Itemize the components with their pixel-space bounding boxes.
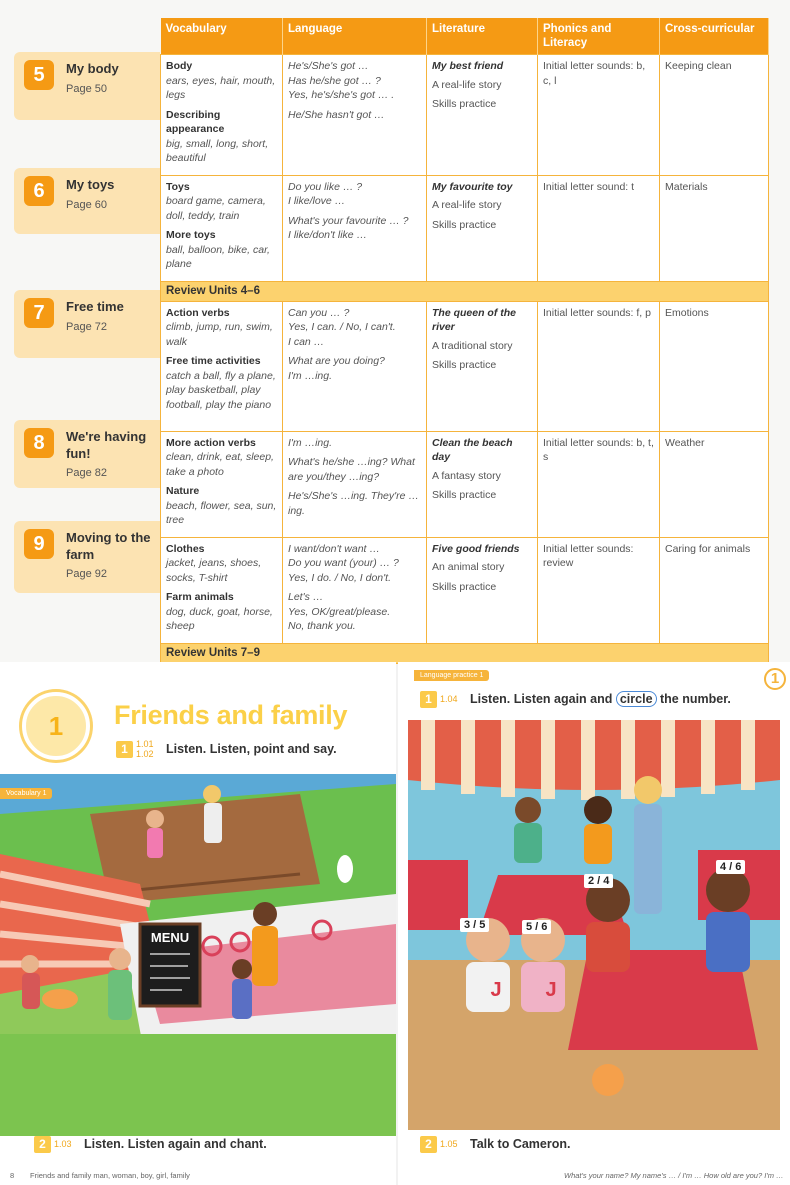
unit-row-8 bbox=[161, 431, 769, 537]
activity-number: 2 bbox=[420, 1136, 437, 1153]
phonics-cell: Initial letter sounds: review bbox=[538, 537, 660, 643]
vocab-cell bbox=[161, 431, 283, 537]
cross-curricular-cell: Caring for animals bbox=[660, 537, 769, 643]
activity-2 bbox=[420, 1134, 570, 1154]
skills-practice: Skills practice bbox=[432, 218, 497, 231]
unit-title: We're having fun! bbox=[66, 429, 147, 461]
activity-number: 1 bbox=[420, 691, 437, 708]
unit-tab-6[interactable] bbox=[14, 168, 160, 234]
literature-type: A real-life story bbox=[432, 78, 502, 91]
language-cell bbox=[283, 537, 427, 643]
language-line: What are you doing? bbox=[288, 355, 385, 367]
language-line: Yes, I do. / No, I don't. bbox=[288, 571, 391, 584]
unit-title: My body bbox=[66, 61, 119, 76]
vocab-items: beach, flower, sea, sun, tree bbox=[166, 499, 277, 526]
phonics-cell: Initial letter sound: t bbox=[538, 175, 660, 281]
vocab-items: jacket, jeans, shoes, socks, T-shirt bbox=[166, 557, 262, 584]
unit-number: 8 bbox=[24, 428, 54, 458]
language-line: I'm …ing. bbox=[288, 369, 333, 382]
unit-tab-5[interactable] bbox=[14, 52, 160, 120]
unit-row-9 bbox=[161, 537, 769, 643]
literature-cell bbox=[427, 175, 538, 281]
boat-scene-illustration bbox=[0, 774, 396, 1136]
language-cell bbox=[283, 55, 427, 176]
language-line: Has he/she got … ? bbox=[288, 74, 381, 87]
number-choice-label[interactable]: 4 / 6 bbox=[716, 860, 745, 874]
footer-text: What's your name? My name's … / I'm … How old are you? I'm … bbox=[564, 1171, 784, 1180]
language-line: Let's … bbox=[288, 591, 324, 603]
skills-practice: Skills practice bbox=[432, 359, 497, 371]
vocab-items: ears, eyes, hair, mouth, legs bbox=[166, 74, 276, 101]
literature-cell bbox=[427, 431, 538, 537]
unit-page: Page 72 bbox=[66, 321, 107, 333]
language-line: I'm …ing. bbox=[288, 436, 333, 449]
review-units-4-6: Review Units 4–6 bbox=[161, 281, 769, 301]
activity-number: 2 bbox=[34, 1136, 51, 1153]
unit-number: 5 bbox=[24, 60, 54, 90]
unit-row-7 bbox=[161, 301, 769, 431]
language-cell bbox=[283, 431, 427, 537]
section-tab: Language practice 1 bbox=[414, 670, 489, 681]
cross-curricular-cell: Keeping clean bbox=[660, 55, 769, 176]
footer-text: Friends and family man, woman, boy, girl, family bbox=[30, 1171, 190, 1180]
vocab-cell bbox=[161, 175, 283, 281]
right-page bbox=[398, 662, 790, 1185]
chapter-number: 1 bbox=[48, 711, 64, 741]
literature-type: A real-life story bbox=[432, 199, 502, 211]
language-line: Yes, he's/she's got … . bbox=[288, 89, 395, 101]
vocab-heading: Toys bbox=[166, 180, 190, 193]
unit-number: 7 bbox=[24, 298, 54, 328]
literature-title: Five good friends bbox=[432, 542, 520, 555]
header-phonics: Phonics and Literacy bbox=[538, 18, 660, 55]
activity-instruction: Listen. Listen again and chant. bbox=[84, 1137, 267, 1151]
vocab-heading: Nature bbox=[166, 485, 200, 497]
vocab-items: clean, drink, eat, sleep, take a photo bbox=[166, 451, 274, 478]
instruction-part: the number. bbox=[656, 692, 731, 706]
unit-row-5 bbox=[161, 55, 769, 176]
activity-1 bbox=[116, 739, 337, 759]
audio-track-icon[interactable]: 1.03 bbox=[54, 1139, 72, 1149]
review-row bbox=[161, 643, 769, 663]
unit-number: 6 bbox=[24, 176, 54, 206]
unit-tab-8[interactable] bbox=[14, 420, 160, 488]
activity-instruction: Talk to Cameron. bbox=[470, 1137, 571, 1151]
vocab-items: catch a ball, fly a plane, play basketball, play football, play the piano bbox=[166, 369, 276, 411]
activity-instruction bbox=[470, 692, 731, 706]
language-cell bbox=[283, 301, 427, 431]
review-row bbox=[161, 281, 769, 301]
skills-practice: Skills practice bbox=[432, 98, 497, 110]
unit-title: Moving to the farm bbox=[66, 530, 151, 562]
vocab-heading: Action verbs bbox=[166, 306, 230, 319]
unit-title: My toys bbox=[66, 177, 115, 192]
audio-track-icon[interactable]: 1.01 1.02 bbox=[136, 739, 154, 759]
literature-type: An animal story bbox=[432, 561, 505, 573]
language-line: He's/She's …ing. They're …ing. bbox=[288, 490, 419, 517]
section-tab: Vocabulary 1 bbox=[0, 788, 52, 799]
phonics-cell: Initial letter sounds: b, t, s bbox=[538, 431, 660, 537]
language-line: No, thank you. bbox=[288, 620, 356, 632]
review-units-7-9: Review Units 7–9 bbox=[161, 643, 769, 663]
unit-page: Page 50 bbox=[66, 83, 107, 95]
chapter-title: Friends and family bbox=[114, 700, 348, 730]
vocab-items: climb, jump, run, swim, walk bbox=[166, 321, 273, 348]
literature-type: A fantasy story bbox=[432, 469, 501, 482]
svg-text:J: J bbox=[545, 979, 557, 1001]
literature-title: My favourite toy bbox=[432, 180, 513, 193]
literature-title: Clean the beach day bbox=[432, 436, 513, 463]
vocab-heading: Free time activities bbox=[166, 355, 261, 367]
language-line: I want/don't want … bbox=[288, 542, 380, 555]
vocab-items: dog, duck, goat, horse, sheep bbox=[166, 605, 273, 632]
header-language: Language bbox=[283, 18, 427, 55]
vocab-heading: Describing appearance bbox=[166, 108, 225, 135]
language-line: Do you like … ? bbox=[288, 180, 363, 193]
vocab-cell bbox=[161, 301, 283, 431]
vocab-heading: More action verbs bbox=[166, 436, 256, 449]
unit-number: 9 bbox=[24, 529, 54, 559]
unit-page: Page 92 bbox=[66, 568, 107, 580]
activity-2 bbox=[34, 1134, 267, 1154]
page-number: 8 bbox=[10, 1171, 15, 1180]
vocab-cell bbox=[161, 537, 283, 643]
audio-track-icon[interactable]: 1.05 bbox=[440, 1139, 458, 1149]
language-line: Do you want (your) … ? bbox=[288, 557, 399, 569]
unit-tab-9[interactable] bbox=[14, 521, 160, 593]
language-line: Yes, I can. / No, I can't. bbox=[288, 321, 396, 333]
language-line: He's/She's got … bbox=[288, 60, 369, 72]
skills-practice: Skills practice bbox=[432, 489, 497, 501]
header-vocabulary: Vocabulary bbox=[161, 18, 283, 55]
chapter-badge bbox=[22, 692, 90, 760]
unit-page: Page 82 bbox=[66, 467, 107, 479]
language-line: I can … bbox=[288, 335, 325, 348]
language-line: Can you … ? bbox=[288, 306, 350, 319]
literature-title: My best friend bbox=[432, 60, 504, 72]
language-line: I like/love … bbox=[288, 195, 346, 207]
vocab-heading: Farm animals bbox=[166, 591, 234, 603]
vocab-heading: Body bbox=[166, 60, 193, 72]
language-line: What's your favourite … ? bbox=[288, 214, 409, 227]
skills-practice: Skills practice bbox=[432, 580, 497, 593]
header-literature: Literature bbox=[427, 18, 538, 55]
number-choice-label[interactable]: 3 / 5 bbox=[460, 918, 489, 932]
cross-curricular-cell: Weather bbox=[660, 431, 769, 537]
cross-curricular-cell: Materials bbox=[660, 175, 769, 281]
activity-instruction: Listen. Listen, point and say. bbox=[166, 742, 337, 756]
vocab-items: board game, camera, doll, teddy, train bbox=[166, 195, 266, 222]
cross-curricular-cell: Emotions bbox=[660, 301, 769, 431]
table-header-row bbox=[161, 18, 769, 55]
audio-track-icon[interactable]: 1.04 bbox=[440, 694, 458, 704]
language-line: He/She hasn't got … bbox=[288, 108, 385, 121]
literature-title: The queen of the river bbox=[432, 306, 516, 333]
vocab-heading: Clothes bbox=[166, 542, 205, 555]
header-cross-curricular: Cross-curricular bbox=[660, 18, 769, 55]
unit-title: Free time bbox=[66, 299, 124, 314]
vocab-heading: More toys bbox=[166, 229, 216, 241]
language-line: Yes, OK/great/please. bbox=[288, 605, 391, 618]
menu-sign: MENU bbox=[150, 930, 190, 945]
literature-type: A traditional story bbox=[432, 339, 513, 352]
unit-corner-badge: 1 bbox=[764, 668, 786, 690]
vocab-cell bbox=[161, 55, 283, 176]
number-choice-label[interactable]: 2 / 4 bbox=[584, 874, 613, 888]
contents-table bbox=[160, 18, 769, 664]
vocab-items: ball, balloon, bike, car, plane bbox=[166, 243, 270, 270]
number-choice-label[interactable]: 5 / 6 bbox=[522, 920, 551, 934]
phonics-cell: Initial letter sounds: f, p bbox=[538, 301, 660, 431]
language-line: I like/don't like … bbox=[288, 229, 368, 241]
literature-cell bbox=[427, 301, 538, 431]
phonics-cell: Initial letter sounds: b, c, l bbox=[538, 55, 660, 176]
left-page bbox=[0, 662, 396, 1185]
circled-word: circle bbox=[616, 691, 657, 707]
svg-text:J: J bbox=[490, 979, 502, 1001]
unit-tab-7[interactable] bbox=[14, 290, 160, 358]
activity-number: 1 bbox=[116, 741, 133, 758]
language-line: What's he/she …ing? What are you/they …ing? bbox=[288, 456, 415, 483]
language-cell bbox=[283, 175, 427, 281]
unit-row-6 bbox=[161, 175, 769, 281]
instruction-part: Listen. Listen again and bbox=[470, 692, 616, 706]
literature-cell bbox=[427, 537, 538, 643]
unit-page: Page 60 bbox=[66, 199, 107, 211]
vocab-items: big, small, long, short, beautiful bbox=[166, 137, 269, 164]
activity-1 bbox=[420, 689, 731, 709]
literature-cell bbox=[427, 55, 538, 176]
